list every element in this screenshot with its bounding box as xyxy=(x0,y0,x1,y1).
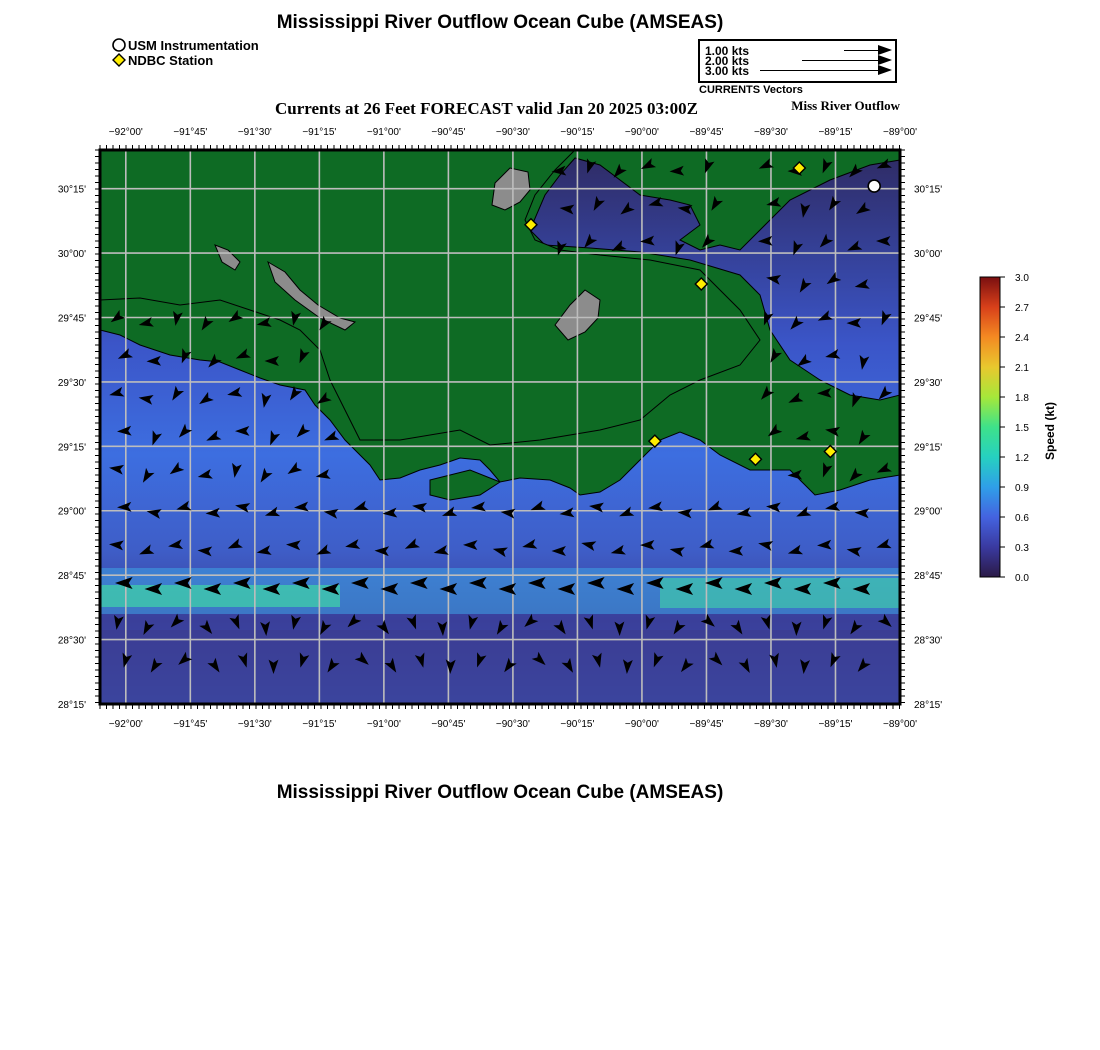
lon-tick-label: −91°00' xyxy=(366,127,401,138)
lat-tick-label: 30°00' xyxy=(57,249,86,261)
lat-labels-left xyxy=(58,185,86,711)
lat-tick-label: 28°30' xyxy=(914,635,943,647)
vector-key-row-1: 1.00 kts xyxy=(705,44,750,58)
lat-tick-label: 29°00' xyxy=(914,506,943,518)
lat-tick-label: 29°00' xyxy=(57,506,86,518)
colorbar-tick-label: 1.8 xyxy=(1015,393,1029,404)
lon-tick-label: −89°15' xyxy=(818,127,853,138)
legend-ndbc-label: NDBC Station xyxy=(128,53,214,68)
lat-tick-label: 29°15' xyxy=(914,442,943,454)
lon-tick-label: −91°00' xyxy=(366,719,401,730)
lat-tick-label: 28°45' xyxy=(914,571,943,583)
lon-tick-label: −91°45' xyxy=(173,719,208,730)
lat-tick-label: 30°00' xyxy=(914,249,943,261)
lon-tick-label: −91°15' xyxy=(302,719,337,730)
lon-tick-label: −89°30' xyxy=(753,127,788,138)
lat-tick-label: 28°15' xyxy=(57,700,86,711)
usm-station-marker[interactable] xyxy=(868,180,880,192)
colorbar-tick-label: 0.0 xyxy=(1015,573,1029,584)
lon-tick-label: −89°00' xyxy=(883,127,917,138)
colorbar-ticks xyxy=(1000,273,1029,584)
colorbar-tick-label: 0.6 xyxy=(1015,513,1029,524)
lon-tick-label: −89°00' xyxy=(883,719,917,730)
lon-tick-label: −90°00' xyxy=(624,719,659,730)
colorbar-tick-label: 0.3 xyxy=(1015,543,1029,554)
colorbar xyxy=(980,277,1000,577)
lon-tick-label: −92°00' xyxy=(108,127,143,138)
colorbar-tick-label: 2.4 xyxy=(1015,333,1029,344)
lon-tick-label: −89°15' xyxy=(818,719,853,730)
colorbar-tick-label: 1.5 xyxy=(1015,423,1029,434)
lon-tick-label: −89°30' xyxy=(753,719,788,730)
lon-tick-label: −90°30' xyxy=(495,719,530,730)
colorbar-tick-label: 3.0 xyxy=(1015,273,1029,284)
lat-tick-label: 28°45' xyxy=(57,571,86,583)
colorbar-tick-label: 1.2 xyxy=(1015,453,1029,464)
lat-tick-label: 30°15' xyxy=(914,184,943,196)
region-label: Miss River Outflow xyxy=(791,98,900,113)
lon-tick-label: −89°45' xyxy=(689,127,724,138)
lon-tick-label: −91°30' xyxy=(237,127,272,138)
lon-tick-label: −92°00' xyxy=(108,719,143,730)
lat-tick-label: 29°15' xyxy=(57,442,86,454)
lon-tick-label: −90°30' xyxy=(495,127,530,138)
legend-usm-label: USM Instrumentation xyxy=(128,38,259,53)
lon-tick-label: −90°45' xyxy=(431,719,466,730)
fast-current-west xyxy=(100,585,340,607)
lon-labels-bottom xyxy=(109,719,917,730)
vector-key-row-2: 2.00 kts xyxy=(705,54,750,68)
colorbar-label: Speed (kt) xyxy=(1043,401,1057,460)
lat-tick-label: 29°45' xyxy=(57,313,86,325)
lon-labels-top xyxy=(109,127,917,138)
lat-tick-label: 28°15' xyxy=(914,700,943,711)
lat-labels-right xyxy=(914,185,942,711)
vector-key-caption: CURRENTS Vectors xyxy=(699,84,803,96)
lon-tick-label: −91°15' xyxy=(302,127,337,138)
lon-tick-label: −90°00' xyxy=(624,127,659,138)
colorbar-tick-label: 2.1 xyxy=(1015,363,1029,374)
slow-current-south xyxy=(100,630,900,704)
lat-tick-label: 29°30' xyxy=(914,377,943,389)
lon-tick-label: −91°45' xyxy=(173,127,208,138)
lon-tick-label: −89°45' xyxy=(689,719,724,730)
map-title-repeat: Mississippi River Outflow Ocean Cube (AMSEAS) xyxy=(276,782,724,803)
lon-tick-label: −90°15' xyxy=(560,127,595,138)
map-subtitle: Currents at 26 Feet FORECAST valid Jan 20 2025 03:00Z xyxy=(275,99,698,118)
lat-tick-label: 28°30' xyxy=(57,635,86,647)
lat-tick-label: 29°45' xyxy=(914,313,943,325)
colorbar-tick-label: 0.9 xyxy=(1015,483,1029,494)
vector-key-row-3: 3.00 kts xyxy=(705,64,750,78)
colorbar-tick-label: 2.7 xyxy=(1015,303,1029,314)
lon-tick-label: −91°30' xyxy=(237,719,272,730)
fast-current-east xyxy=(660,578,900,608)
map-title: Mississippi River Outflow Ocean Cube (AMSEAS) xyxy=(276,12,724,33)
lon-tick-label: −90°45' xyxy=(431,127,466,138)
lat-tick-label: 30°15' xyxy=(57,184,86,196)
lon-tick-label: −90°15' xyxy=(560,719,595,730)
lat-tick-label: 29°30' xyxy=(57,377,86,389)
